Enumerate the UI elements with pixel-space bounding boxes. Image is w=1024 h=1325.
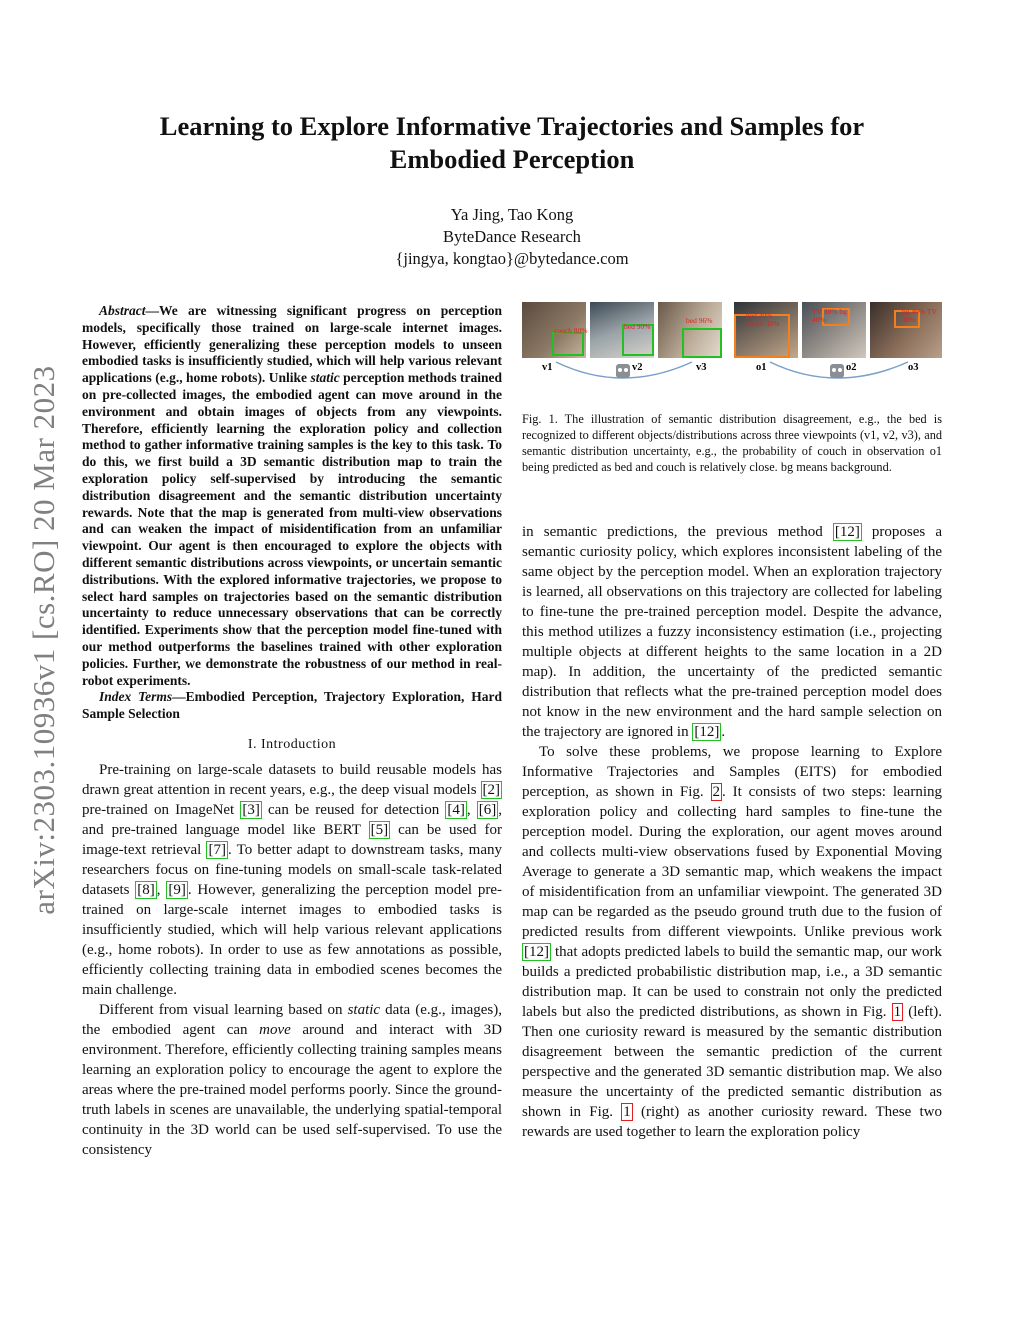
viewpoint-label: v3: [696, 362, 707, 373]
citation-link[interactable]: [6]: [478, 801, 497, 818]
figure-1: [522, 302, 944, 380]
observation-label: o2: [846, 362, 857, 373]
detection-tag: TV 30% bg 40%: [812, 307, 847, 324]
viewpoint-label: v2: [632, 362, 643, 373]
right-paragraph-2: To solve these problems, we propose learning to Explore Informative Trajectories and Samples (EITS) for embodied perception, as shown in Fig. 2 . It consists of two steps: learning exploration policy and collecting hard samples to fine-tune the perception model. During the exploration, our agent moves around and collects multi-view observations fused by Exponential Moving Average to generate a 3D semantic map, which weakens the impact of misidentification from an unfamiliar viewpoint. The generated 3D map can be regarded as the pseudo ground truth due to the fusion of predicted results from different viewpoints. Unlike previous work [12] that adopts predicted labels to build the semantic map, our work builds a predicted probabilistic distribution map, i.e., a 3D semantic distribution map. It can be used to constrain not only the predicted labels but also the predicted distributions, as shown in Fig. 1 (left). Then one curiosity reward is measured by the semantic distribution disagreement between the semantic prediction of the current perspective and the generated 3D semantic distribution map. We also measure the uncertainty of the predicted semantic distribution as shown in Fig. 1 (right) as another curiosity reward. These two rewards are used together to learn the exploration policy: [522, 744, 943, 1140]
left-column: [82, 303, 502, 1160]
citation-link[interactable]: [9]: [168, 881, 186, 898]
abstract-text: —We are witnessing significant progress on perception models, specifically those trained on large-scale internet images. However, efficiently generalizing these perception models to unseen embodied tasks is insufficiently studied, which will help various relevant applications (e.g., home robots). Unlike: [82, 303, 502, 386]
citation-link[interactable]: [12]: [524, 944, 549, 960]
arxiv-sidebar: [0, 0, 80, 1325]
detection-tag: couch 80%: [554, 326, 588, 335]
abstract-label: Abstract: [99, 303, 146, 318]
detection-tag: bg 40% TV 30%: [902, 307, 937, 324]
index-terms: [82, 689, 502, 723]
citation-link[interactable]: [12]: [694, 724, 720, 740]
figure-link[interactable]: 2: [712, 784, 721, 800]
citation-link[interactable]: [4]: [447, 801, 465, 818]
intro-paragraph-1: Pre-training on large-scale datasets to build reusable models has drawn great attention in recent years, e.g., the deep visual models [2] pre-trained on ImageNet [3] can be reused for detection [4] , [6] , and pre-trained language model like BERT [5] can be used for image-text retrieval [7] . To better adapt to downstream tasks, many researchers focus on fine-tuning models on small-scale task-related datasets [8] , [9] . However, generalizing the perception model pre-trained on large-scale internet images to embodied tasks is insufficiently studied, which will help various relevant applications (e.g., home robots). In order to use as few annotations as possible, efficiently collecting training data in embodied scenes becomes the main challenge.: [82, 761, 503, 998]
abstract: [82, 303, 502, 689]
citation-link[interactable]: [2]: [482, 781, 500, 798]
index-terms-label: Index Terms: [99, 689, 173, 705]
affiliation: ByteDance Research: [443, 227, 581, 246]
observation-label: o1: [756, 362, 767, 373]
detection-tag: bed 96%: [686, 316, 713, 325]
figure-link[interactable]: 1: [893, 1004, 902, 1020]
observation-label: o3: [908, 362, 919, 373]
citation-link[interactable]: [5]: [370, 821, 389, 838]
citation-link[interactable]: [12]: [834, 524, 860, 540]
intro-paragraph-2: Different from visual learning based on static data (e.g., images), the embodied agent can move around and interact with 3D environment. Therefore, efficiently collecting training samples means learning an exploration policy to encourage the agent to explore the areas where the pre-trained model performs poorly. Since the ground-truth labels in scenes are unavailable, the underlying spatial-temporal continuity in the 3D world can be used self-supervised. To use the consistency: [82, 1001, 502, 1158]
authors: Ya Jing, Tao Kong: [450, 205, 574, 224]
arxiv-identifier: arXiv:2303.10936v1 [cs.RO] 20 Mar 2023: [26, 365, 61, 915]
detection-tag: bed 40% couch 36%: [746, 311, 780, 328]
email: {jingya, kongtao}@bytedance.com: [395, 249, 629, 268]
citation-link[interactable]: [7]: [208, 841, 226, 858]
paper-title: Learning to Explore Informative Trajectories and Samples for Embodied Perception: [159, 111, 865, 174]
right-column: [522, 522, 942, 1142]
citation-link[interactable]: [8]: [137, 881, 155, 898]
trajectory-arcs: [522, 302, 944, 382]
citation-link[interactable]: [3]: [242, 801, 260, 818]
viewpoint-label: v1: [542, 362, 553, 373]
abstract-text-2: perception methods trained on pre-collected images, the embodied agent can move around in the environment and obtain images of objects from any viewpoints. Therefore, efficiently learning the exploration policy and collection method to gather informative training samples is the key to this task. To do this, we first build a 3D semantic distribution map to train the exploration policy self-supervised by introducing the semantic distribution disagreement and the semantic distribution uncertainty rewards. Note that the map is generated from multi-view observations and can weaken the impact of misidentification from an unfamiliar viewpoint. Our agent is then encouraged to explore the objects with different semantic distributions across viewpoints, or uncertain semantic distributions. With the explored informative trajectories, we propose to select hard samples on trajectories based on the semantic distribution uncertainty to reduce unnecessary observations that can be correctly identified. Experiments show that the perception model fine-tuned with our method outperforms the baselines trained with other exploration policies. Further, we demonstrate the robustness of our method in real-robot experiments.: [82, 370, 503, 688]
abstract-static: static: [310, 370, 340, 386]
figure-1-caption: Fig. 1. The illustration of semantic distribution disagreement, e.g., the bed is recognized to different objects/distributions across three viewpoints (v1, v2, v3), and semantic distribution uncertainty, e.g., the probability of couch in observation o1 being predicted as bed and couch is relatively close. bg means background.: [522, 412, 942, 474]
figure-link[interactable]: 1: [623, 1104, 631, 1120]
author-block: [200, 204, 824, 270]
index-terms-text: —Embodied Perception, Trajectory Exploration, Hard Sample Selection: [82, 689, 502, 722]
section-heading-introduction: I. Introduction: [247, 736, 337, 752]
right-paragraph-1: in semantic predictions, the previous method [12] proposes a semantic curiosity policy, which explores inconsistent labeling of the same object by the perception model. When an exploration trajectory is learned, all observations on this trajectory are collected for labeling to fine-tune the pre-trained perception model. Despite the advance, this method utilizes a fuzzy inconsistency estimation (i.e., projecting multiple objects at different heights to the same location in a 2D map). In addition, the uncertainty of the predicted semantic distribution that reflects what the pre-trained perception model does not know in the new environment and the hard sample selection on the trajectory are ignored in [12] .: [522, 524, 942, 740]
detection-tag: bed 90%: [624, 322, 651, 331]
